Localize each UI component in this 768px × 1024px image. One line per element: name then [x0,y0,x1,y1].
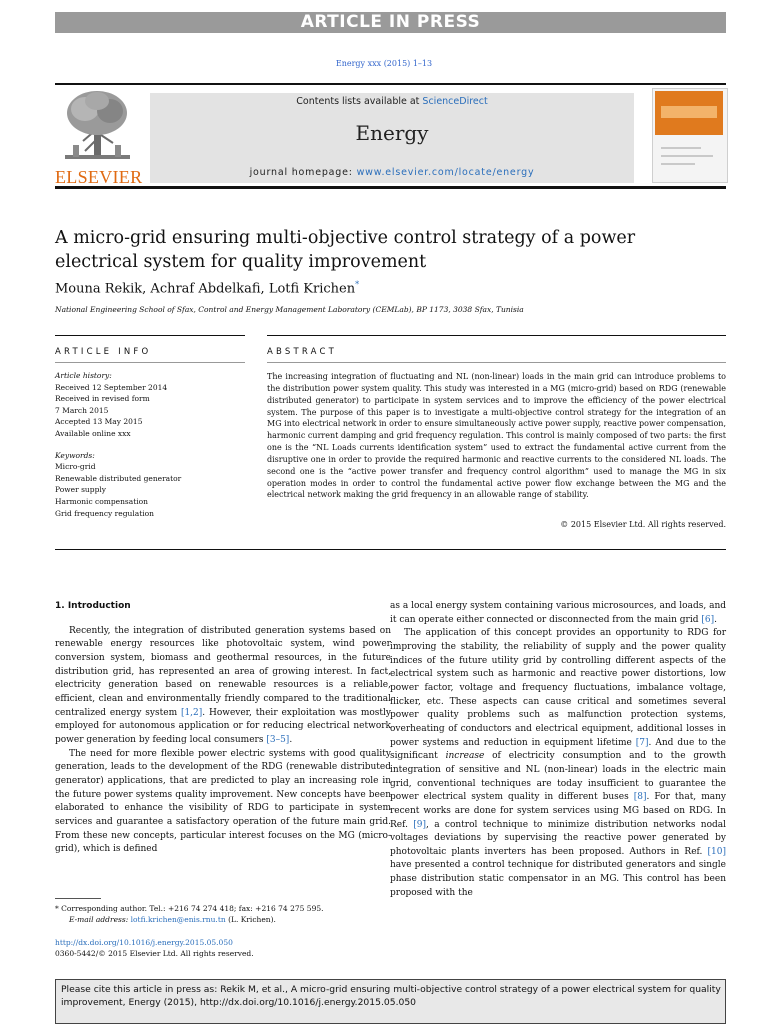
paragraph: The need for more flexible power electric systems with good quality generation, leads to the development of the RDG (renewable distributed generator) applications, that are predicted to play an increasing role in the future power systems quality improvement. New concepts have been elaborated to enhance the visibility of RDG to participate in system services and guarantee a satisfactory operation of the future main grid. From these new concepts, particular interest focuses on the MG (micro-grid), which is defined [55,748,391,855]
text-run: The application of this concept provides an opportunity to RDG for improving the stability, the reliability of supply and the power quality indices of the future utility grid by controlling different aspects of the electrical system such as harmonic and reactive power distortions, low power factor, voltage and frequency fluctuations, imbalance voltage, flicker, etc. These aspects can cause critical and sometimes several power quality problems such as malfunction protection systems, overheating of conductors and electrical equipment, additional losses in power systems and reduction in equipment lifetime [390,628,726,748]
author-names: Mouna Rekik, Achraf Abdelkafi, Lotfi Krichen [55,281,356,297]
keyword: Micro-grid [55,462,96,472]
doi-link[interactable]: http://dx.doi.org/10.1016/j.energy.2015.05.050 [55,938,233,947]
abstract-text: The increasing integration of fluctuating and NL (non-linear) loads in the main grid can introduce problems to the distribution power system quality. This study was interested in a MG (micro-grid) based on RDG (renewable distributed generator) to participate in system services and to improve the efficiency of the power electrical system. The purpose of this paper is to investigate a multi-objective control strategy for the integration of an MG into electrical network in order to ensure simultaneously active power supply, reactive power compensation, harmonic current damping and grid frequency regulation. This control is mainly composed of two parts: the first one is the “NL Loads currents identification system” used to extract the fundamental active current from the disruptive one in order to provide the required harmonic and reactive currents to the considered NL loads. The second one is the “active power transfer and frequency control algorithm” used to manage the MG in six operation modes in order to control the fundamental active power flow exchange between the MG and the electrical network making the grid frequency in an allowable range of stability. [267,372,726,500]
keyword: Grid frequency regulation [55,508,154,518]
cover-line [661,155,713,157]
journal-name: Energy [355,121,429,145]
email-link[interactable]: lotfi.krichen@enis.rnu.tn [130,915,226,924]
email-suffix: (L. Krichen). [228,915,276,924]
sciencedirect-link[interactable]: ScienceDirect [422,96,488,107]
paragraph [390,600,726,627]
journal-masthead [55,83,726,185]
citation-link[interactable]: [3–5] [266,734,290,745]
issn-line: 0360-5442/© 2015 Elsevier Ltd. All rights reserved. [55,949,254,958]
journal-cover-image[interactable] [652,88,728,183]
history-item: 7 March 2015 [55,405,109,415]
keywords-label: Keywords: [55,450,95,460]
divider [267,362,726,363]
abstract-heading: ABSTRACT [267,347,338,357]
history-item: Received 12 September 2014 [55,382,168,392]
history-item: Accepted 13 May 2015 [55,417,143,427]
keyword: Renewable distributed generator [55,473,182,483]
homepage-prefix: journal homepage: [249,167,357,178]
history-item: Available online xxx [55,428,131,438]
keyword: Harmonic compensation [55,496,149,506]
cover-title-block [661,106,717,118]
divider [55,335,245,336]
text-run: . And due to the significant [390,737,726,762]
citation-link[interactable]: [6] [701,614,715,625]
tree-icon [55,89,140,165]
text-run: , a control technique to minimize distribution networks nodal voltages deviations by supervising the reactive power generated by photovoltaic plants inverters has been proposed. Authors in Ref. [390,819,726,857]
cover-line [661,163,695,165]
paragraph [390,627,726,900]
authors [55,280,359,296]
citation-link[interactable]: [9] [413,819,427,830]
article-info-heading: ARTICLE INFO [55,347,152,357]
cover-line [661,147,701,149]
doi-block [55,937,385,959]
citation-link[interactable]: [10] [707,846,726,857]
abstract-copyright: © 2015 Elsevier Ltd. All rights reserved. [560,520,726,529]
text-run: . [714,614,717,625]
footnote-rule [55,898,101,899]
text-run: . [289,734,293,745]
footnote [55,903,385,925]
elsevier-logo[interactable] [55,89,143,187]
divider [55,362,245,363]
text-run: . For that, many recent works are done for system services using MG based on RDG. In Ref. [390,792,726,830]
cover-band [655,91,723,135]
article-in-press-banner: ARTICLE IN PRESS [55,12,726,33]
footnote-text: Corresponding author. Tel.: +216 74 274 418; fax: +216 74 275 595. [61,904,324,913]
publisher-wordmark: ELSEVIER [55,167,143,187]
citation-link[interactable]: [1,2] [180,707,203,718]
history-item: Received in revised form [55,394,150,404]
homepage-link[interactable]: www.elsevier.com/locate/energy [356,167,535,178]
footnote-mark: * [55,904,59,913]
email-line [55,914,385,925]
paragraph [55,625,391,748]
corresponding-author-note [55,903,385,914]
masthead-divider [55,186,726,189]
divider [55,549,726,550]
history-label: Article history: [55,371,112,380]
emphasis: increase [445,751,485,762]
journal-homepage [150,167,634,178]
citation-notice: Please cite this article in press as: Rekik M, et al., A micro-grid ensuring multi-objective control strategy of a power electrical system for quality improvement, Energy (2015), http://dx.doi.org/10.1016/j.energy.2015.05.050 [61,984,721,1008]
citation-link[interactable]: [7] [635,737,649,748]
keyword: Power supply [55,485,107,495]
divider [267,335,726,336]
article-info [55,370,245,519]
article-title: A micro-grid ensuring multi-objective control strategy of a power electrical system for quality improvement [55,228,636,272]
citation-notice-box [55,979,726,1024]
text-run: as a local energy system containing various microsources, and loads, and it can operate either connected or disconnected from the main grid [390,601,726,625]
body-column-left [55,600,391,857]
text-run: of electricity consumption and to the growth integration of sensitive and NL (non-linear) loads in the electric main grid, conventional techniques are today insufficient to guarantee the power electrical system quality in different buses [390,751,726,803]
affiliation: National Engineering School of Sfax, Control and Energy Management Laboratory (CEMLab), BP 1173, 3038 Sfax, Tunisia [55,305,524,314]
text-run: Recently, the integration of distributed generation systems based on renewable energy resources like photovoltaic system, wind power conversion system, biomass and geothermal resources, in the future distribution grid, has represented an area of growing interest. In fact, electricity generation based on renewable resources is a reliable, efficient, clean and environmentally friendly compared to the traditional centralized energy system [55,625,391,718]
spacer [55,440,245,450]
journal-info-box [150,93,634,183]
email-label: E-mail address: [69,915,129,924]
corresponding-author-mark[interactable]: * [355,280,360,289]
journal-citation[interactable]: Energy xxx (2015) 1–13 [335,59,433,68]
section-heading: 1. Introduction [55,601,131,611]
contents-prefix: Contents lists available at [296,96,423,107]
text-run: . However, their exploitation was mostly employed for autonomous application or for reducing electrical network power generation by feeding local consumers [55,707,391,745]
citation-link[interactable]: [8] [633,792,647,803]
body-column-right [390,600,726,900]
contents-line [150,96,634,107]
text-run: have presented a control technique for distributed generators and single phase distribution static compensator in an MG. This control has been proposed with the [390,860,726,898]
